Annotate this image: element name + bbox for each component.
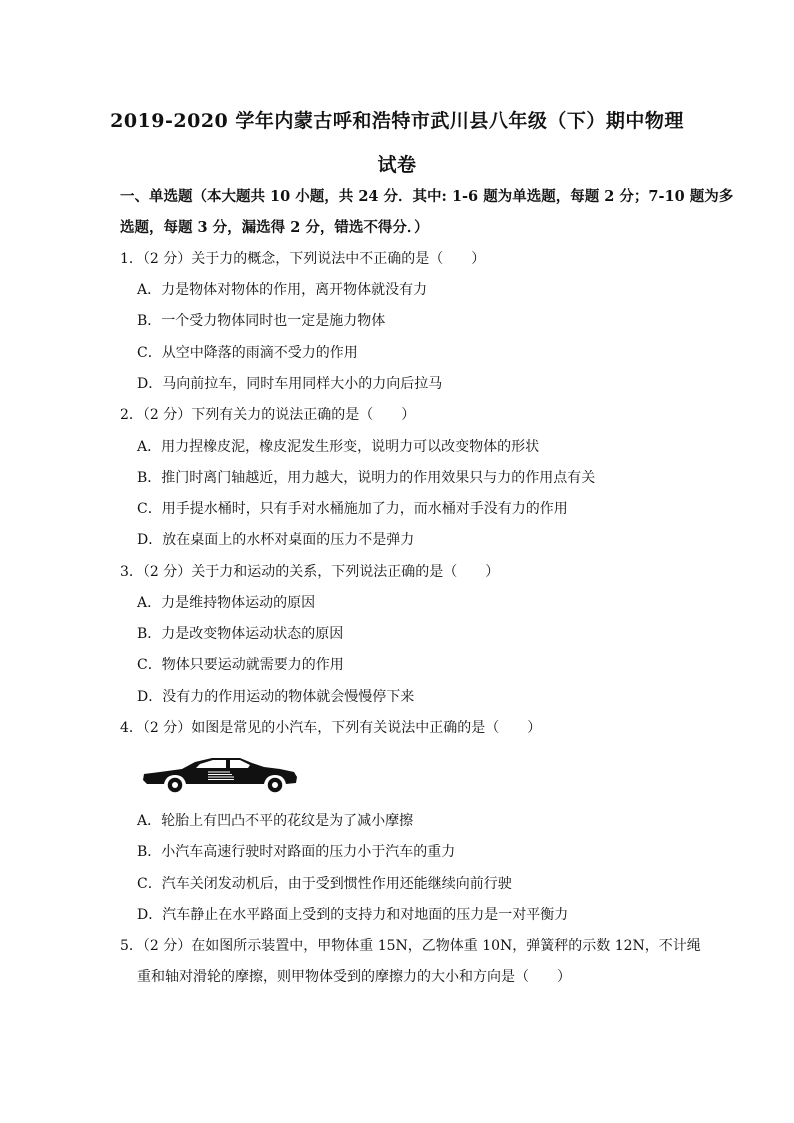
question-1-option-a: A．力是物体对物体的作用，离开物体就没有力 <box>137 282 428 298</box>
question-4-option-b: B．小汽车高速行驶时对路面的压力小于汽车的重力 <box>137 844 456 860</box>
question-2-option-d: D．放在桌面上的水杯对桌面的压力不是弹力 <box>137 532 415 548</box>
question-4-stem: 4．（2 分）如图是常见的小汽车，下列有关说法中正确的是（ ） <box>120 720 542 736</box>
question-2-stem: 2．（2 分）下列有关力的说法正确的是（ ） <box>120 407 416 423</box>
question-2-option-a: A．用力捏橡皮泥，橡皮泥发生形变，说明力可以改变物体的形状 <box>137 439 540 455</box>
question-1-option-b: B．一个受力物体同时也一定是施力物体 <box>137 313 386 329</box>
question-3-option-d: D．没有力的作用运动的物体就会慢慢停下来 <box>137 689 415 705</box>
question-4-option-d: D．汽车静止在水平路面上受到的支持力和对地面的压力是一对平衡力 <box>137 907 569 923</box>
question-4-option-a: A．轮胎上有凹凸不平的花纹是为了减小摩擦 <box>137 813 414 829</box>
question-4-option-c: C．汽车关闭发动机后，由于受到惯性作用还能继续向前行驶 <box>137 876 512 892</box>
question-1-option-c: C．从空中降落的雨滴不受力的作用 <box>137 345 358 361</box>
exam-title-line2: 试卷 <box>377 154 417 176</box>
question-3-option-b: B．力是改变物体运动状态的原因 <box>137 626 344 642</box>
section-header-line1: 一、单选题（本大题共 10 小题，共 24 分．其中: 1-6 题为单选题，每题 2 分；7-10 题为多 <box>120 188 734 205</box>
question-1-stem: 1．（2 分）关于力的概念，下列说法中不正确的是（ ） <box>120 251 486 267</box>
section-header <box>120 181 734 243</box>
question-3-option-a: A．力是维持物体运动的原因 <box>137 595 316 611</box>
exam-title-line1: 2019-2020 学年内蒙古呼和浩特市武川县八年级（下）期中物理 <box>110 110 684 132</box>
section-header-line2: 选题，每题 3 分，漏选得 2 分，错选不得分．） <box>120 219 429 236</box>
question-3-option-c: C．物体只要运动就需要力的作用 <box>137 657 344 673</box>
question-5-stem-line2: 重和轴对滑轮的摩擦，则甲物体受到的摩擦力的大小和方向是（ ） <box>137 969 571 985</box>
question-5-stem-line1: 5．（2 分）在如图所示装置中，甲物体重 15N，乙物体重 10N，弹簧秤的示数 12N，不计绳 <box>120 938 701 954</box>
question-2-option-b: B．推门时离门轴越近，用力越大，说明力的作用效果只与力的作用点有关 <box>137 470 596 486</box>
question-3-stem: 3．（2 分）关于力和运动的关系，下列说法正确的是（ ） <box>120 564 500 580</box>
question-2-option-c: C．用手提水桶时，只有手对水桶施加了力，而水桶对手没有力的作用 <box>137 501 568 517</box>
sports-car-figure <box>140 753 300 795</box>
question-1-option-d: D．马向前拉车，同时车用同样大小的力向后拉马 <box>137 376 443 392</box>
